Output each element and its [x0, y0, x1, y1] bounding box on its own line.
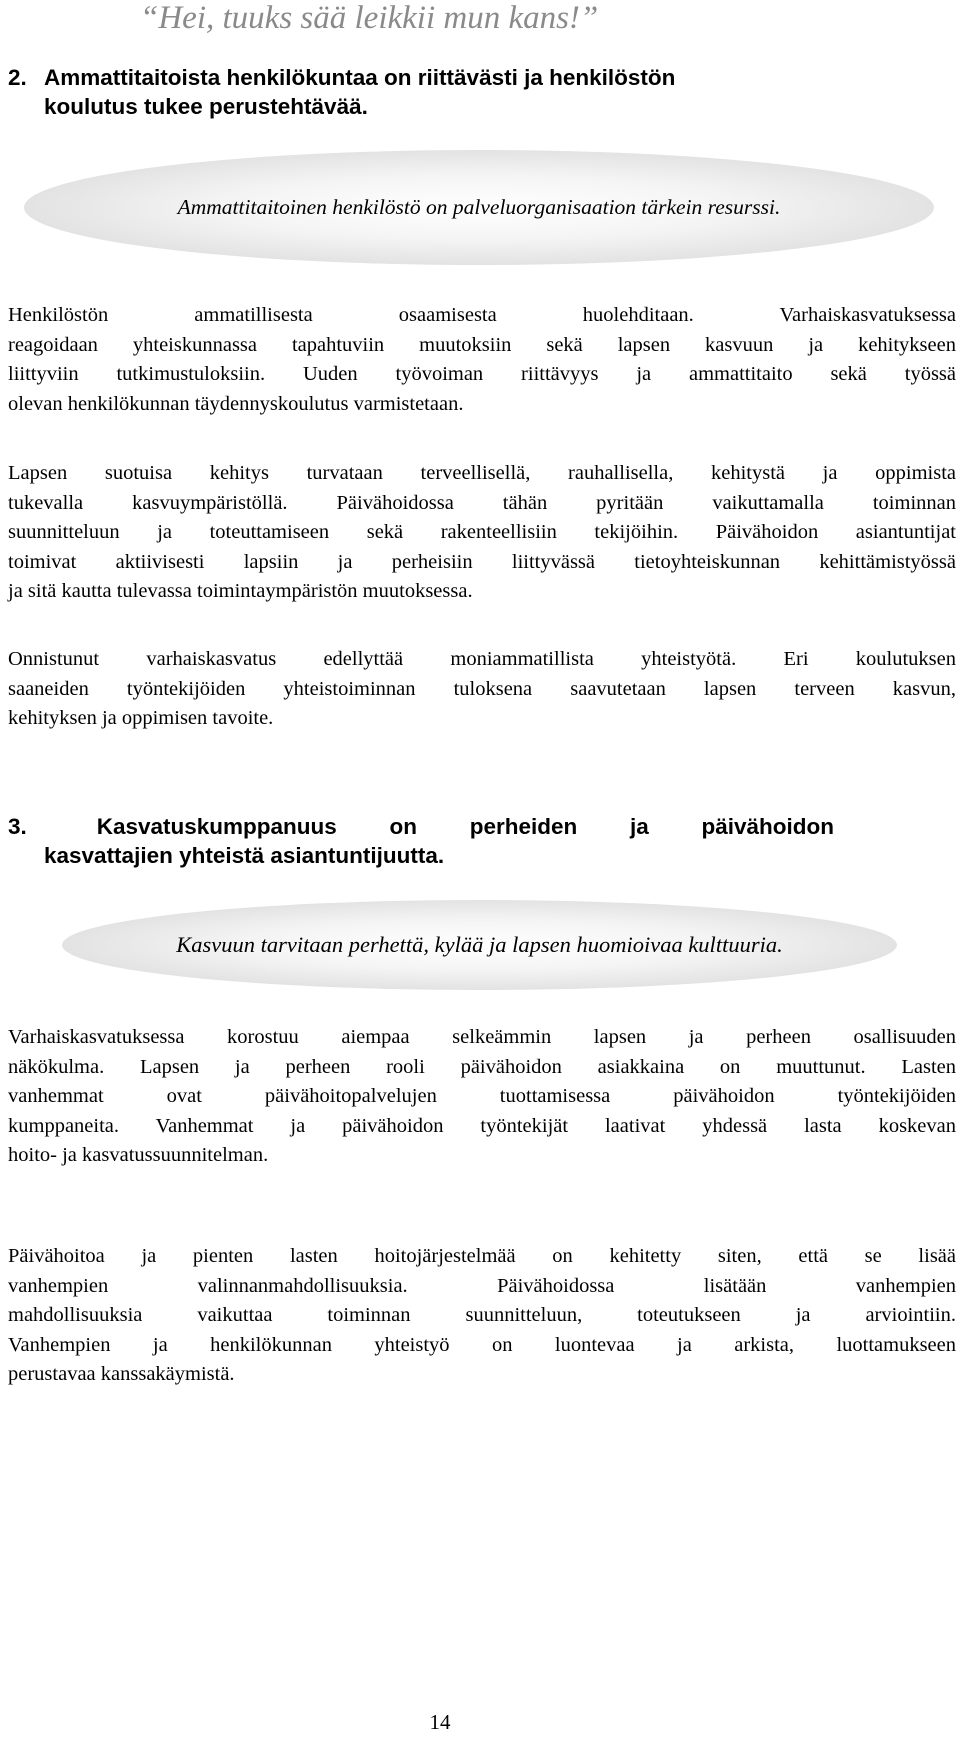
paragraph-line: liittyviin tutkimustuloksiin. Uuden työvoiman riittävyys ja ammattitaito sekä työssä — [8, 363, 956, 385]
paragraph-line: näkökulma. Lapsen ja perheen rooli päivähoidon asiakkaina on muuttunut. Lasten — [8, 1055, 956, 1078]
paragraph-line: tukevalla kasvuympäristöllä. Päivähoidossa tähän pyritään vaikuttamalla toiminnan — [8, 491, 956, 514]
paragraph-line: Lapsen suotuisa kehitys turvataan terveellisellä, rauhallisella, kehitystä ja oppimista — [8, 462, 956, 484]
section-3-highlight-ellipse — [62, 900, 897, 990]
section-3-number: 3. — [8, 814, 27, 839]
paragraph-line: Vanhempien ja henkilökunnan yhteistyö on luontevaa ja arkista, luottamukseen — [8, 1333, 956, 1356]
section-3-highlight-text: Kasvuun tarvitaan perhettä, kylää ja lapsen huomioivaa kulttuuria. — [176, 932, 783, 957]
paragraph-line: saaneiden työntekijöiden yhteistoiminnan tuloksena saavutetaan lapsen terveen kasvun, — [8, 677, 956, 700]
paragraph-line: toimivat aktiivisesti lapsiin ja perheisiin liittyvässä tietoyhteiskunnan kehittämistyössä — [8, 550, 956, 573]
section-3-title-word: Kasvatuskumppanuus — [96, 814, 337, 839]
paragraph-line: hoito- ja kasvatussuunnitelman. — [8, 1144, 269, 1166]
paragraph-line: mahdollisuuksia vaikuttaa toiminnan suunnitteluun, toteutukseen ja arviointiin. — [8, 1304, 956, 1326]
section-3-title-word: on — [389, 814, 417, 839]
section-2-heading — [8, 63, 868, 121]
paragraph-line: vanhempien valinnanmahdollisuuksia. Päivähoidossa lisätään vanhempien — [8, 1274, 956, 1297]
paragraph-line: reagoidaan yhteiskunnassa tapahtuviin muutoksiin sekä lapsen kasvuun ja kehitykseen — [8, 333, 956, 356]
section-3-title-word: päivähoidon — [701, 814, 834, 839]
section-2-paragraph-3 — [8, 645, 956, 734]
section-2-highlight-text: Ammattitaitoinen henkilöstö on palveluorganisaation tärkein resurssi. — [177, 195, 781, 219]
section-3-paragraph-1 — [8, 1023, 956, 1171]
section-3-title-word: perheiden — [469, 814, 578, 839]
paragraph-line: Henkilöstön ammatillisesta osaamisesta huolehditaan. Varhaiskasvatuksessa — [8, 304, 956, 326]
paragraph-line: perustavaa kanssakäymistä. — [8, 1363, 235, 1385]
section-3-heading — [8, 812, 868, 870]
section-2-number: 2. — [8, 65, 27, 90]
page-number: 14 — [429, 1710, 451, 1734]
paragraph-line: Onnistunut varhaiskasvatus edellyttää moniammatillista yhteistyötä. Eri koulutuksen — [8, 648, 956, 670]
paragraph-line: olevan henkilökunnan täydennyskoulutus varmistetaan. — [8, 392, 464, 415]
section-2-title-line-1: Ammattitaitoista henkilökuntaa on riittävästi ja henkilöstön — [44, 65, 676, 90]
paragraph-line: Päivähoitoa ja pienten lasten hoitojärjestelmää on kehitetty siten, että se lisää — [8, 1245, 956, 1267]
paragraph-line: vanhemmat ovat päivähoitopalvelujen tuottamisessa päivähoidon työntekijöiden — [8, 1085, 956, 1107]
section-3-title-line-2: kasvattajien yhteistä asiantuntijuutta. — [44, 843, 445, 868]
paragraph-line: kehityksen ja oppimisen tavoite. — [8, 707, 274, 729]
section-2-title-line-2: koulutus tukee perustehtävää. — [44, 94, 368, 119]
section-2-paragraph-2 — [8, 459, 956, 607]
paragraph-line: ja sitä kautta tulevassa toimintaympäristön muutoksessa. — [8, 580, 473, 602]
paragraph-line: kumppaneita. Vanhemmat ja päivähoidon työntekijät laativat yhdessä lasta koskevan — [8, 1114, 956, 1137]
section-3-title-word: ja — [629, 814, 649, 839]
section-2-paragraph-1 — [8, 301, 956, 419]
paragraph-line: suunnitteluun ja toteuttamiseen sekä rakenteellisiin tekijöihin. Päivähoidon asiantuntijat — [8, 521, 956, 543]
section-2-highlight-ellipse — [24, 150, 934, 265]
page-motto: “Hei, tuuks sää leikkii mun kans!” — [140, 0, 599, 36]
section-3-paragraph-2 — [8, 1242, 956, 1390]
paragraph-line: Varhaiskasvatuksessa korostuu aiempaa selkeämmin lapsen ja perheen osallisuuden — [8, 1026, 956, 1048]
